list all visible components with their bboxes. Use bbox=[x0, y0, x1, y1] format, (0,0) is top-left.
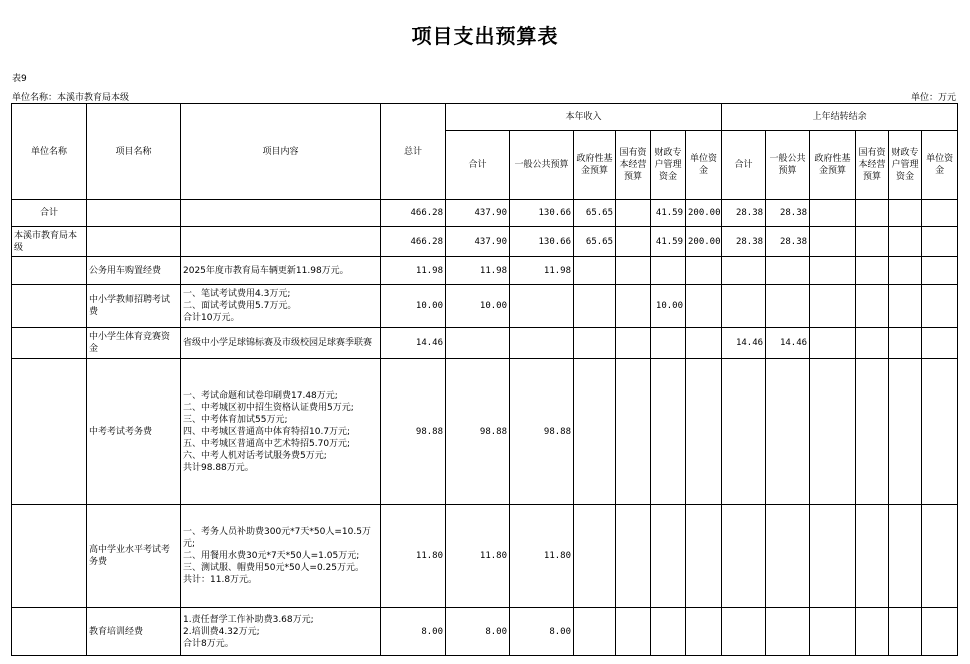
header-prev-fiscal-special: 财政专户管理资金 bbox=[889, 131, 922, 200]
cur-fiscal-special-cell bbox=[651, 608, 686, 656]
table-row bbox=[12, 359, 958, 505]
prev-general-budget-cell: 28.38 bbox=[766, 227, 810, 257]
cur-subtotal-cell: 11.80 bbox=[446, 505, 510, 608]
prev-subtotal-cell bbox=[722, 608, 766, 656]
prev-gov-fund-cell bbox=[810, 200, 856, 227]
header-prior-balance: 上年结转结余 bbox=[722, 104, 958, 131]
cur-soe-capital-cell bbox=[616, 227, 651, 257]
prev-unit-fund-cell bbox=[922, 505, 958, 608]
header-cur-unit-fund: 单位资金 bbox=[686, 131, 722, 200]
header-unit-name: 单位名称 bbox=[12, 104, 87, 200]
total-cell: 98.88 bbox=[381, 359, 446, 505]
prev-subtotal-cell: 28.38 bbox=[722, 200, 766, 227]
cur-fiscal-special-cell: 41.59 bbox=[651, 200, 686, 227]
currency-unit-label: 单位：万元 bbox=[910, 93, 956, 103]
total-cell: 11.98 bbox=[381, 257, 446, 285]
unit-name-cell bbox=[12, 285, 87, 328]
prev-unit-fund-cell bbox=[922, 608, 958, 656]
prev-fiscal-special-cell bbox=[889, 328, 922, 359]
prev-unit-fund-cell bbox=[922, 227, 958, 257]
prev-gov-fund-cell bbox=[810, 328, 856, 359]
prev-soe-capital-cell bbox=[856, 608, 889, 656]
cur-gov-fund-cell bbox=[574, 285, 616, 328]
prev-gov-fund-cell bbox=[810, 285, 856, 328]
cur-gov-fund-cell bbox=[574, 359, 616, 505]
cur-gov-fund-cell: 65.65 bbox=[574, 200, 616, 227]
project-name-cell: 中小学教师招聘考试费 bbox=[87, 285, 181, 328]
prev-general-budget-cell bbox=[766, 257, 810, 285]
cur-unit-fund-cell bbox=[686, 285, 722, 328]
prev-fiscal-special-cell bbox=[889, 200, 922, 227]
prev-gov-fund-cell bbox=[810, 257, 856, 285]
prev-subtotal-cell bbox=[722, 257, 766, 285]
project-name-cell bbox=[87, 200, 181, 227]
prev-general-budget-cell: 14.46 bbox=[766, 328, 810, 359]
prev-unit-fund-cell bbox=[922, 285, 958, 328]
cur-subtotal-cell: 437.90 bbox=[446, 200, 510, 227]
project-content-cell: 省级中小学足球锦标赛及市级校园足球赛季联赛 bbox=[181, 328, 381, 359]
unit-name-label: 单位名称：本溪市教育局本级 bbox=[12, 93, 130, 103]
header-cur-soe-capital: 国有资本经营预算 bbox=[616, 131, 651, 200]
prev-soe-capital-cell bbox=[856, 285, 889, 328]
header-project-content: 项目内容 bbox=[181, 104, 381, 200]
cur-gov-fund-cell bbox=[574, 608, 616, 656]
project-name-cell: 高中学业水平考试考务费 bbox=[87, 505, 181, 608]
header-total: 总计 bbox=[381, 104, 446, 200]
prev-fiscal-special-cell bbox=[889, 608, 922, 656]
prev-soe-capital-cell bbox=[856, 359, 889, 505]
table-row bbox=[12, 505, 958, 608]
prev-subtotal-cell: 14.46 bbox=[722, 328, 766, 359]
total-cell: 14.46 bbox=[381, 328, 446, 359]
cur-soe-capital-cell bbox=[616, 257, 651, 285]
prev-soe-capital-cell bbox=[856, 505, 889, 608]
cur-subtotal-cell: 11.98 bbox=[446, 257, 510, 285]
prev-general-budget-cell bbox=[766, 285, 810, 328]
prev-fiscal-special-cell bbox=[889, 505, 922, 608]
unit-name-cell bbox=[12, 505, 87, 608]
project-name-cell: 教育培训经费 bbox=[87, 608, 181, 656]
page-title: 项目支出预算表 bbox=[411, 24, 559, 48]
cur-general-budget-cell: 98.88 bbox=[510, 359, 574, 505]
project-name-cell: 中考考试考务费 bbox=[87, 359, 181, 505]
prev-gov-fund-cell bbox=[810, 608, 856, 656]
table-row bbox=[12, 328, 958, 359]
project-content-cell: 1.责任督学工作补助费3.68万元; 2.培训费4.32万元; 合计8万元。 bbox=[181, 608, 381, 656]
cur-general-budget-cell: 11.98 bbox=[510, 257, 574, 285]
unit-name-cell: 本溪市教育局本级 bbox=[12, 227, 87, 257]
prev-general-budget-cell bbox=[766, 505, 810, 608]
cur-fiscal-special-cell bbox=[651, 505, 686, 608]
prev-fiscal-special-cell bbox=[889, 227, 922, 257]
cur-fiscal-special-cell bbox=[651, 328, 686, 359]
prev-unit-fund-cell bbox=[922, 200, 958, 227]
cur-unit-fund-cell: 200.00 bbox=[686, 200, 722, 227]
header-prev-subtotal: 合计 bbox=[722, 131, 766, 200]
table-row bbox=[12, 257, 958, 285]
cur-gov-fund-cell bbox=[574, 257, 616, 285]
cur-general-budget-cell: 8.00 bbox=[510, 608, 574, 656]
total-cell: 466.28 bbox=[381, 227, 446, 257]
cur-gov-fund-cell: 65.65 bbox=[574, 227, 616, 257]
prev-soe-capital-cell bbox=[856, 257, 889, 285]
prev-subtotal-cell bbox=[722, 359, 766, 505]
project-name-cell: 公务用车购置经费 bbox=[87, 257, 181, 285]
cur-subtotal-cell: 8.00 bbox=[446, 608, 510, 656]
project-content-cell: 2025年度市教育局车辆更新11.98万元。 bbox=[181, 257, 381, 285]
header-cur-gov-fund: 政府性基金预算 bbox=[574, 131, 616, 200]
unit-name-cell bbox=[12, 328, 87, 359]
cur-fiscal-special-cell bbox=[651, 257, 686, 285]
cur-soe-capital-cell bbox=[616, 608, 651, 656]
prev-soe-capital-cell bbox=[856, 227, 889, 257]
header-prev-unit-fund: 单位资金 bbox=[922, 131, 958, 200]
total-cell: 11.80 bbox=[381, 505, 446, 608]
prev-unit-fund-cell bbox=[922, 257, 958, 285]
cur-unit-fund-cell bbox=[686, 328, 722, 359]
unit-name-cell bbox=[12, 257, 87, 285]
project-name-cell bbox=[87, 227, 181, 257]
total-cell: 466.28 bbox=[381, 200, 446, 227]
header-prev-soe-capital: 国有资本经营预算 bbox=[856, 131, 889, 200]
project-content-cell bbox=[181, 227, 381, 257]
prev-general-budget-cell: 28.38 bbox=[766, 200, 810, 227]
cur-unit-fund-cell bbox=[686, 608, 722, 656]
header-current-income: 本年收入 bbox=[446, 104, 722, 131]
cur-fiscal-special-cell bbox=[651, 359, 686, 505]
project-content-cell: 一、笔试考试费用4.3万元; 二、面试考试费用5.7万元。 合计10万元。 bbox=[181, 285, 381, 328]
project-content-cell: 一、考试命题和试卷印刷费17.48万元; 二、中考城区初中招生资格认证费用5万元; 三、中考体育加试55万元; 四、中考城区普通高中体育特招10.7万元; 五、中考城区普通高中艺术特招5.70万元; 六、中考人机对话考试服务费5万元; 共计98.88万元。 bbox=[181, 359, 381, 505]
cur-soe-capital-cell bbox=[616, 359, 651, 505]
prev-gov-fund-cell bbox=[810, 227, 856, 257]
cur-general-budget-cell bbox=[510, 285, 574, 328]
table-row bbox=[12, 608, 958, 656]
prev-unit-fund-cell bbox=[922, 359, 958, 505]
cur-unit-fund-cell bbox=[686, 257, 722, 285]
cur-unit-fund-cell bbox=[686, 505, 722, 608]
prev-fiscal-special-cell bbox=[889, 359, 922, 505]
project-name-cell: 中小学生体育竞赛资金 bbox=[87, 328, 181, 359]
project-content-cell bbox=[181, 200, 381, 227]
cur-soe-capital-cell bbox=[616, 328, 651, 359]
prev-fiscal-special-cell bbox=[889, 257, 922, 285]
table-row bbox=[12, 227, 958, 257]
cur-unit-fund-cell bbox=[686, 359, 722, 505]
unit-name-cell bbox=[12, 608, 87, 656]
cur-subtotal-cell: 10.00 bbox=[446, 285, 510, 328]
unit-name-cell bbox=[12, 359, 87, 505]
prev-subtotal-cell bbox=[722, 505, 766, 608]
header-prev-gov-fund: 政府性基金预算 bbox=[810, 131, 856, 200]
table-row bbox=[12, 200, 958, 227]
total-cell: 8.00 bbox=[381, 608, 446, 656]
prev-gov-fund-cell bbox=[810, 359, 856, 505]
header-cur-subtotal: 合计 bbox=[446, 131, 510, 200]
prev-general-budget-cell bbox=[766, 359, 810, 505]
cur-general-budget-cell: 11.80 bbox=[510, 505, 574, 608]
header-cur-fiscal-special: 财政专户管理资金 bbox=[651, 131, 686, 200]
cur-soe-capital-cell bbox=[616, 200, 651, 227]
prev-general-budget-cell bbox=[766, 608, 810, 656]
header-project-name: 项目名称 bbox=[87, 104, 181, 200]
cur-gov-fund-cell bbox=[574, 328, 616, 359]
prev-soe-capital-cell bbox=[856, 328, 889, 359]
prev-subtotal-cell bbox=[722, 285, 766, 328]
cur-subtotal-cell: 437.90 bbox=[446, 227, 510, 257]
table-number: 表9 bbox=[12, 74, 27, 84]
prev-subtotal-cell: 28.38 bbox=[722, 227, 766, 257]
cur-soe-capital-cell bbox=[616, 285, 651, 328]
table-row bbox=[12, 285, 958, 328]
cur-fiscal-special-cell: 41.59 bbox=[651, 227, 686, 257]
prev-gov-fund-cell bbox=[810, 505, 856, 608]
unit-name-cell: 合计 bbox=[12, 200, 87, 227]
cur-general-budget-cell: 130.66 bbox=[510, 200, 574, 227]
header-cur-general-budget: 一般公共预算 bbox=[510, 131, 574, 200]
cur-general-budget-cell: 130.66 bbox=[510, 227, 574, 257]
prev-soe-capital-cell bbox=[856, 200, 889, 227]
project-budget-table bbox=[11, 103, 958, 656]
cur-general-budget-cell bbox=[510, 328, 574, 359]
project-content-cell: 一、考务人员补助费300元*7天*50人=10.5万元; 二、用餐用水费30元*7天*50人=1.05万元; 三、测试服、帽费用50元*50人=0.25万元。 共计：11.8万元。 bbox=[181, 505, 381, 608]
total-cell: 10.00 bbox=[381, 285, 446, 328]
cur-fiscal-special-cell: 10.00 bbox=[651, 285, 686, 328]
cur-soe-capital-cell bbox=[616, 505, 651, 608]
prev-fiscal-special-cell bbox=[889, 285, 922, 328]
cur-unit-fund-cell: 200.00 bbox=[686, 227, 722, 257]
cur-subtotal-cell: 98.88 bbox=[446, 359, 510, 505]
prev-unit-fund-cell bbox=[922, 328, 958, 359]
cur-subtotal-cell bbox=[446, 328, 510, 359]
header-prev-general-budget: 一般公共预算 bbox=[766, 131, 810, 200]
cur-gov-fund-cell bbox=[574, 505, 616, 608]
